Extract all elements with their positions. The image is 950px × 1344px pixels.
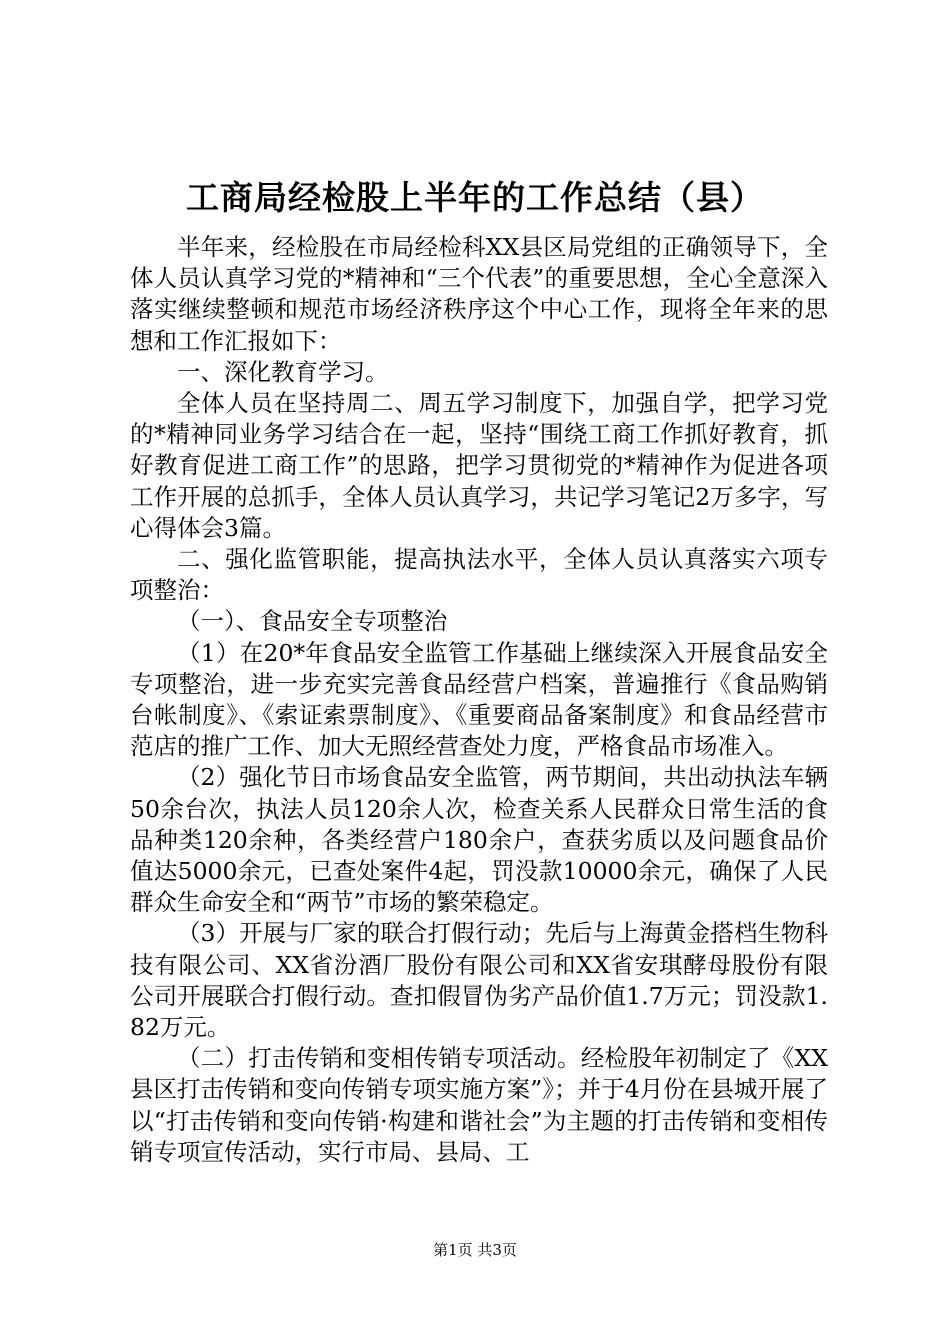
heading-subsection-1: （一）、食品安全专项整治 [177,607,448,636]
heading-section-1: 一、深化教育学习。 [177,357,389,386]
paragraph-item-2: （2）强化节日市场食品安全监管，两节期间，共出动执法车辆50余台次，执法人员120余人次，检查关系人民群众日常生活的食品种类120余种，各类经营户180余户，查获劣质以及问题食品价值达5000余元，已查处案件4起，罚没款10000余元，确保了人民群众生命安全和“两节”市场的繁荣稳定。 [130,763,828,917]
paragraph-study: 全体人员在坚持周二、周五学习制度下，加强自学，把学习党的*精神同业务学习结合在一起，坚持“围绕工商工作抓好教育，抓好教育促进工商工作”的思路，把学习贯彻党的*精神作为促进各项工作开展的总抓手，全体人员认真学习，共记学习笔记2万多字，写心得体会3篇。 [130,389,828,542]
paragraph-intro: 半年来，经检股在市局经检科XX县区局党组的正确领导下，全体人员认真学习党的*精神和“三个代表”的重要思想，全心全意深入落实继续整顿和规范市场经济秩序这个中心工作，现将全年来的思想和工作汇报如下： [130,233,828,355]
paragraph-item-1: （1）在20*年食品安全监管工作基础上继续深入开展食品安全专项整治，进一步充实完善食品经营户档案，普遍推行《食品购销台帐制度》、《索证索票制度》、《重要商品备案制度》和食品经营市范店的推广工作、加大无照经营查处力度，严格食品市场准入。 [130,638,828,761]
page-footer: 第1页 共3页 [433,1241,517,1259]
document-title: 工商局经检股上半年的工作总结（县） [186,178,764,217]
paragraph-subsection-2: （二）打击传销和变相传销专项活动。经检股年初制定了《XX县区打击传销和变向传销专项实施方案”》；并于4月份在县城开展了以“打击传销和变向传销·构建和谐社会”为主题的打击传销和变相传销专项宣传活动，实行市局、县局、工 [130,1044,828,1166]
document-body [130,232,828,1168]
heading-section-2: 二、强化监管职能，提高执法水平，全体人员认真落实六项专项整治： [130,545,828,605]
paragraph-item-3: （3）开展与厂家的联合打假行动；先后与上海黄金搭档生物科技有限公司、XX省汾酒厂股份有限公司和XX省安琪酵母股份有限公司开展联合打假行动。查扣假冒伪劣产品价值1.7万元；罚没款1.82万元。 [130,919,828,1042]
